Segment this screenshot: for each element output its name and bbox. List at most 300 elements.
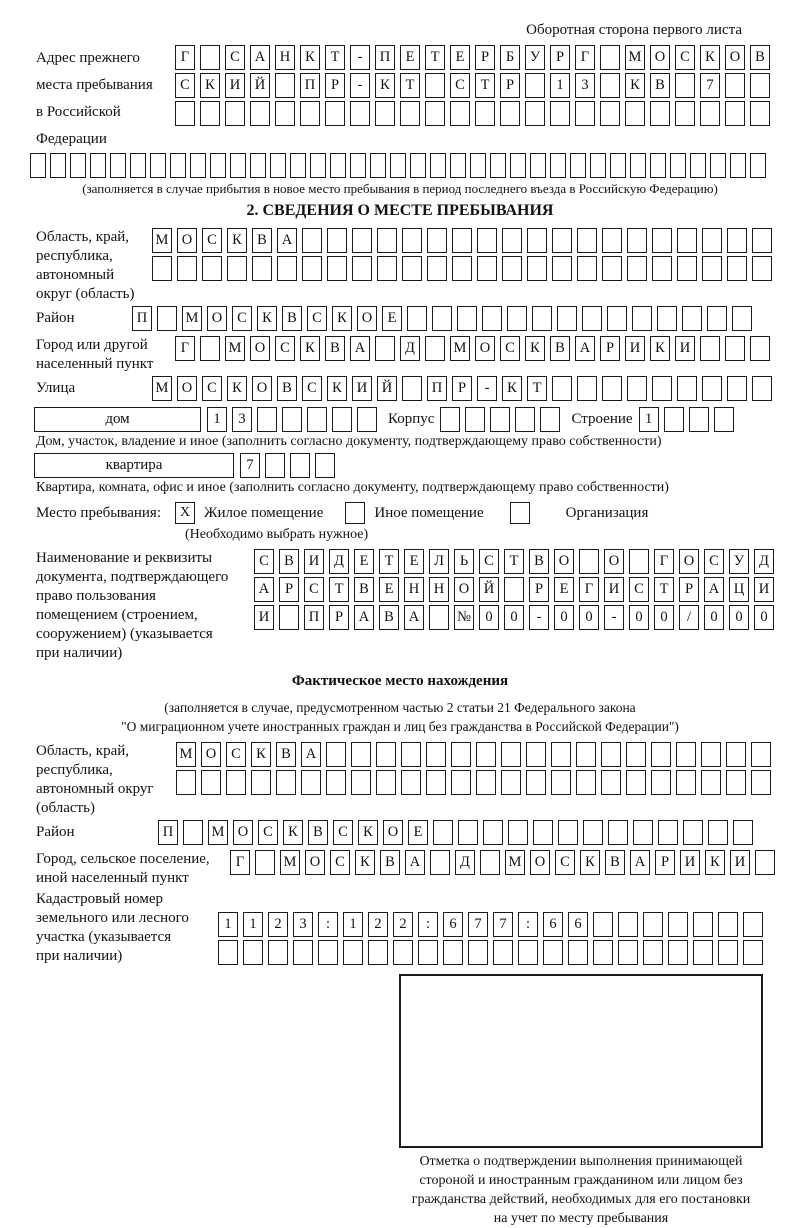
char-box[interactable]: Т (329, 577, 349, 602)
char-box[interactable] (533, 820, 553, 845)
char-box[interactable] (70, 153, 86, 178)
char-box[interactable]: Л (429, 549, 449, 574)
char-box[interactable] (627, 256, 647, 281)
char-box[interactable]: К (300, 336, 320, 361)
char-box[interactable]: Р (679, 577, 699, 602)
char-box[interactable]: - (350, 73, 370, 98)
char-box[interactable]: Т (504, 549, 524, 574)
apartment-input-box[interactable]: квартира (34, 453, 234, 478)
char-box[interactable] (330, 153, 346, 178)
char-box[interactable] (250, 153, 266, 178)
char-box[interactable] (301, 770, 321, 795)
char-box[interactable]: Т (325, 45, 345, 70)
char-box[interactable]: В (550, 336, 570, 361)
char-box[interactable] (451, 770, 471, 795)
char-box[interactable] (693, 912, 713, 937)
char-box[interactable] (576, 742, 596, 767)
char-box[interactable]: Й (479, 577, 499, 602)
char-box[interactable] (725, 336, 745, 361)
char-box[interactable]: В (529, 549, 549, 574)
char-box[interactable]: 0 (654, 605, 674, 630)
char-box[interactable] (176, 770, 196, 795)
char-box[interactable]: О (252, 376, 272, 401)
char-box[interactable]: А (575, 336, 595, 361)
char-box[interactable]: Д (329, 549, 349, 574)
char-box[interactable] (200, 101, 220, 126)
char-box[interactable] (577, 256, 597, 281)
char-box[interactable]: 0 (729, 605, 749, 630)
char-box[interactable] (433, 820, 453, 845)
char-box[interactable] (257, 407, 277, 432)
char-box[interactable] (700, 336, 720, 361)
char-box[interactable] (551, 742, 571, 767)
char-box[interactable] (443, 940, 463, 965)
char-box[interactable]: Т (400, 73, 420, 98)
char-box[interactable]: 1 (343, 912, 363, 937)
char-box[interactable] (532, 306, 552, 331)
char-box[interactable] (652, 376, 672, 401)
char-box[interactable] (557, 306, 577, 331)
char-box[interactable]: 2 (268, 912, 288, 937)
char-box[interactable] (702, 376, 722, 401)
char-box[interactable] (727, 228, 747, 253)
char-box[interactable]: У (525, 45, 545, 70)
char-box[interactable] (200, 336, 220, 361)
char-box[interactable]: К (300, 45, 320, 70)
char-box[interactable] (351, 742, 371, 767)
char-box[interactable] (700, 101, 720, 126)
char-box[interactable] (752, 256, 772, 281)
char-box[interactable] (352, 256, 372, 281)
char-box[interactable]: С (225, 45, 245, 70)
char-box[interactable] (577, 376, 597, 401)
char-box[interactable] (677, 228, 697, 253)
char-box[interactable] (607, 306, 627, 331)
other-premises-checkbox[interactable] (345, 502, 365, 524)
char-box[interactable] (268, 940, 288, 965)
char-box[interactable] (432, 306, 452, 331)
char-box[interactable] (265, 453, 285, 478)
char-box[interactable]: : (318, 912, 338, 937)
char-box[interactable]: Ц (729, 577, 749, 602)
char-box[interactable] (452, 228, 472, 253)
char-box[interactable]: М (625, 45, 645, 70)
char-box[interactable] (418, 940, 438, 965)
char-box[interactable]: Й (377, 376, 397, 401)
char-box[interactable]: № (454, 605, 474, 630)
char-box[interactable]: В (605, 850, 625, 875)
char-box[interactable]: В (354, 577, 374, 602)
char-box[interactable] (351, 770, 371, 795)
char-box[interactable] (652, 256, 672, 281)
char-box[interactable] (227, 256, 247, 281)
char-box[interactable]: С (175, 73, 195, 98)
char-box[interactable] (282, 407, 302, 432)
char-box[interactable] (357, 407, 377, 432)
char-box[interactable] (477, 228, 497, 253)
char-box[interactable]: П (375, 45, 395, 70)
char-box[interactable]: Е (554, 577, 574, 602)
char-box[interactable] (483, 820, 503, 845)
char-box[interactable]: В (650, 73, 670, 98)
char-box[interactable]: М (182, 306, 202, 331)
char-box[interactable]: Е (382, 306, 402, 331)
char-box[interactable]: 1 (639, 407, 659, 432)
char-box[interactable]: Р (500, 73, 520, 98)
char-box[interactable]: Г (230, 850, 250, 875)
char-box[interactable]: С (479, 549, 499, 574)
char-box[interactable] (427, 256, 447, 281)
char-box[interactable] (600, 101, 620, 126)
char-box[interactable] (550, 153, 566, 178)
char-box[interactable]: В (750, 45, 770, 70)
char-box[interactable] (627, 228, 647, 253)
char-box[interactable] (551, 770, 571, 795)
char-box[interactable] (377, 256, 397, 281)
char-box[interactable] (480, 850, 500, 875)
char-box[interactable] (218, 940, 238, 965)
char-box[interactable] (677, 376, 697, 401)
char-box[interactable]: К (650, 336, 670, 361)
char-box[interactable] (175, 101, 195, 126)
char-box[interactable] (458, 820, 478, 845)
char-box[interactable]: Д (754, 549, 774, 574)
char-box[interactable]: В (380, 850, 400, 875)
char-box[interactable]: 1 (207, 407, 227, 432)
char-box[interactable] (302, 228, 322, 253)
char-box[interactable]: М (208, 820, 228, 845)
char-box[interactable] (401, 770, 421, 795)
char-box[interactable] (157, 306, 177, 331)
char-box[interactable] (525, 73, 545, 98)
char-box[interactable] (650, 101, 670, 126)
char-box[interactable] (727, 376, 747, 401)
char-box[interactable]: 3 (293, 912, 313, 937)
char-box[interactable]: И (754, 577, 774, 602)
char-box[interactable] (668, 912, 688, 937)
char-box[interactable]: П (158, 820, 178, 845)
char-box[interactable] (633, 820, 653, 845)
char-box[interactable] (90, 153, 106, 178)
char-box[interactable] (426, 770, 446, 795)
residential-checkbox[interactable]: X (175, 502, 195, 524)
char-box[interactable] (177, 256, 197, 281)
char-box[interactable]: Р (529, 577, 549, 602)
char-box[interactable] (450, 153, 466, 178)
char-box[interactable]: П (300, 73, 320, 98)
char-box[interactable] (576, 770, 596, 795)
char-box[interactable]: М (152, 376, 172, 401)
char-box[interactable] (457, 306, 477, 331)
char-box[interactable] (570, 153, 586, 178)
char-box[interactable]: Р (550, 45, 570, 70)
char-box[interactable] (743, 912, 763, 937)
char-box[interactable]: С (304, 577, 324, 602)
char-box[interactable]: А (250, 45, 270, 70)
char-box[interactable] (650, 153, 666, 178)
char-box[interactable] (558, 820, 578, 845)
char-box[interactable] (110, 153, 126, 178)
char-box[interactable] (577, 228, 597, 253)
char-box[interactable] (210, 153, 226, 178)
char-box[interactable] (490, 407, 510, 432)
char-box[interactable] (632, 306, 652, 331)
char-box[interactable]: 7 (493, 912, 513, 937)
char-box[interactable]: 6 (443, 912, 463, 937)
char-box[interactable] (579, 549, 599, 574)
char-box[interactable]: Н (275, 45, 295, 70)
char-box[interactable]: К (502, 376, 522, 401)
char-box[interactable]: Р (655, 850, 675, 875)
char-box[interactable] (407, 306, 427, 331)
char-box[interactable] (390, 153, 406, 178)
char-box[interactable] (393, 940, 413, 965)
char-box[interactable] (718, 912, 738, 937)
char-box[interactable]: К (700, 45, 720, 70)
char-box[interactable] (526, 742, 546, 767)
char-box[interactable] (202, 256, 222, 281)
char-box[interactable]: Р (325, 73, 345, 98)
char-box[interactable] (470, 153, 486, 178)
char-box[interactable]: 0 (504, 605, 524, 630)
char-box[interactable] (515, 407, 535, 432)
char-box[interactable] (476, 742, 496, 767)
char-box[interactable] (477, 256, 497, 281)
char-box[interactable]: Т (425, 45, 445, 70)
char-box[interactable] (226, 770, 246, 795)
char-box[interactable]: Р (452, 376, 472, 401)
char-box[interactable] (200, 45, 220, 70)
char-box[interactable]: / (679, 605, 699, 630)
char-box[interactable]: М (450, 336, 470, 361)
char-box[interactable] (618, 912, 638, 937)
char-box[interactable]: А (254, 577, 274, 602)
char-box[interactable] (626, 742, 646, 767)
char-box[interactable]: С (258, 820, 278, 845)
char-box[interactable] (230, 153, 246, 178)
char-box[interactable] (629, 549, 649, 574)
char-box[interactable]: Т (527, 376, 547, 401)
char-box[interactable]: А (404, 605, 424, 630)
char-box[interactable]: О (530, 850, 550, 875)
char-box[interactable] (582, 306, 602, 331)
char-box[interactable] (590, 153, 606, 178)
organization-checkbox[interactable] (510, 502, 530, 524)
char-box[interactable]: К (358, 820, 378, 845)
char-box[interactable]: Ь (454, 549, 474, 574)
char-box[interactable] (693, 940, 713, 965)
char-box[interactable]: А (301, 742, 321, 767)
house-input-box[interactable]: дом (34, 407, 201, 432)
char-box[interactable] (50, 153, 66, 178)
char-box[interactable] (664, 407, 684, 432)
char-box[interactable] (518, 940, 538, 965)
char-box[interactable]: 2 (393, 912, 413, 937)
char-box[interactable] (30, 153, 46, 178)
char-box[interactable]: 6 (543, 912, 563, 937)
char-box[interactable] (370, 153, 386, 178)
char-box[interactable] (376, 770, 396, 795)
char-box[interactable] (350, 153, 366, 178)
char-box[interactable]: С (333, 820, 353, 845)
char-box[interactable] (602, 228, 622, 253)
char-box[interactable]: Е (450, 45, 470, 70)
char-box[interactable]: В (325, 336, 345, 361)
char-box[interactable]: Д (455, 850, 475, 875)
char-box[interactable]: О (650, 45, 670, 70)
char-box[interactable] (327, 256, 347, 281)
char-box[interactable] (608, 820, 628, 845)
char-box[interactable]: 0 (754, 605, 774, 630)
char-box[interactable] (726, 770, 746, 795)
char-box[interactable]: Е (379, 577, 399, 602)
char-box[interactable] (701, 742, 721, 767)
char-box[interactable] (352, 228, 372, 253)
char-box[interactable] (752, 228, 772, 253)
char-box[interactable] (368, 940, 388, 965)
char-box[interactable] (493, 940, 513, 965)
char-box[interactable] (676, 770, 696, 795)
char-box[interactable] (290, 153, 306, 178)
char-box[interactable] (450, 101, 470, 126)
char-box[interactable]: К (332, 306, 352, 331)
char-box[interactable]: Е (400, 45, 420, 70)
char-box[interactable]: 2 (368, 912, 388, 937)
char-box[interactable] (410, 153, 426, 178)
char-box[interactable] (732, 306, 752, 331)
char-box[interactable] (440, 407, 460, 432)
char-box[interactable]: 1 (218, 912, 238, 937)
char-box[interactable] (643, 912, 663, 937)
char-box[interactable]: О (475, 336, 495, 361)
char-box[interactable] (750, 153, 766, 178)
char-box[interactable] (552, 256, 572, 281)
char-box[interactable]: В (276, 742, 296, 767)
char-box[interactable]: - (529, 605, 549, 630)
char-box[interactable] (701, 770, 721, 795)
char-box[interactable]: О (177, 228, 197, 253)
char-box[interactable]: О (250, 336, 270, 361)
char-box[interactable] (425, 336, 445, 361)
char-box[interactable] (510, 153, 526, 178)
char-box[interactable] (425, 101, 445, 126)
char-box[interactable] (725, 101, 745, 126)
char-box[interactable]: Р (475, 45, 495, 70)
char-box[interactable]: Р (329, 605, 349, 630)
char-box[interactable]: О (201, 742, 221, 767)
char-box[interactable]: К (705, 850, 725, 875)
char-box[interactable] (150, 153, 166, 178)
char-box[interactable]: В (277, 376, 297, 401)
char-box[interactable] (602, 256, 622, 281)
char-box[interactable]: Е (354, 549, 374, 574)
char-box[interactable] (451, 742, 471, 767)
registration-stamp-box[interactable] (399, 974, 763, 1148)
char-box[interactable]: О (454, 577, 474, 602)
char-box[interactable] (401, 742, 421, 767)
char-box[interactable]: - (604, 605, 624, 630)
char-box[interactable] (752, 376, 772, 401)
char-box[interactable]: К (227, 228, 247, 253)
char-box[interactable]: 7 (700, 73, 720, 98)
char-box[interactable]: В (308, 820, 328, 845)
char-box[interactable]: И (730, 850, 750, 875)
char-box[interactable]: С (254, 549, 274, 574)
char-box[interactable]: 0 (479, 605, 499, 630)
char-box[interactable] (689, 407, 709, 432)
char-box[interactable] (526, 770, 546, 795)
char-box[interactable] (527, 256, 547, 281)
char-box[interactable]: П (427, 376, 447, 401)
char-box[interactable] (751, 742, 771, 767)
char-box[interactable]: К (257, 306, 277, 331)
char-box[interactable] (325, 101, 345, 126)
char-box[interactable] (750, 73, 770, 98)
char-box[interactable] (476, 770, 496, 795)
char-box[interactable]: К (375, 73, 395, 98)
char-box[interactable]: - (477, 376, 497, 401)
char-box[interactable]: С (202, 228, 222, 253)
char-box[interactable] (504, 577, 524, 602)
char-box[interactable] (475, 101, 495, 126)
char-box[interactable]: О (305, 850, 325, 875)
char-box[interactable] (702, 256, 722, 281)
char-box[interactable] (618, 940, 638, 965)
char-box[interactable] (507, 306, 527, 331)
char-box[interactable]: К (227, 376, 247, 401)
char-box[interactable] (427, 228, 447, 253)
char-box[interactable] (376, 742, 396, 767)
char-box[interactable] (501, 770, 521, 795)
char-box[interactable]: М (505, 850, 525, 875)
char-box[interactable] (710, 153, 726, 178)
char-box[interactable] (326, 742, 346, 767)
char-box[interactable]: 0 (554, 605, 574, 630)
char-box[interactable] (708, 820, 728, 845)
char-box[interactable]: О (233, 820, 253, 845)
char-box[interactable]: С (629, 577, 649, 602)
char-box[interactable]: Т (475, 73, 495, 98)
char-box[interactable]: К (283, 820, 303, 845)
char-box[interactable] (670, 153, 686, 178)
char-box[interactable] (568, 940, 588, 965)
char-box[interactable]: С (307, 306, 327, 331)
char-box[interactable] (627, 376, 647, 401)
char-box[interactable]: В (282, 306, 302, 331)
char-box[interactable] (452, 256, 472, 281)
char-box[interactable] (610, 153, 626, 178)
char-box[interactable]: П (132, 306, 152, 331)
char-box[interactable]: С (500, 336, 520, 361)
char-box[interactable] (690, 153, 706, 178)
char-box[interactable]: К (625, 73, 645, 98)
char-box[interactable] (550, 101, 570, 126)
char-box[interactable]: Н (429, 577, 449, 602)
char-box[interactable]: Р (279, 577, 299, 602)
char-box[interactable] (707, 306, 727, 331)
char-box[interactable]: О (679, 549, 699, 574)
char-box[interactable]: А (350, 336, 370, 361)
char-box[interactable]: 0 (629, 605, 649, 630)
char-box[interactable]: А (405, 850, 425, 875)
char-box[interactable] (683, 820, 703, 845)
char-box[interactable] (465, 407, 485, 432)
char-box[interactable]: Й (250, 73, 270, 98)
char-box[interactable]: К (327, 376, 347, 401)
char-box[interactable] (327, 228, 347, 253)
char-box[interactable] (400, 101, 420, 126)
char-box[interactable]: А (630, 850, 650, 875)
